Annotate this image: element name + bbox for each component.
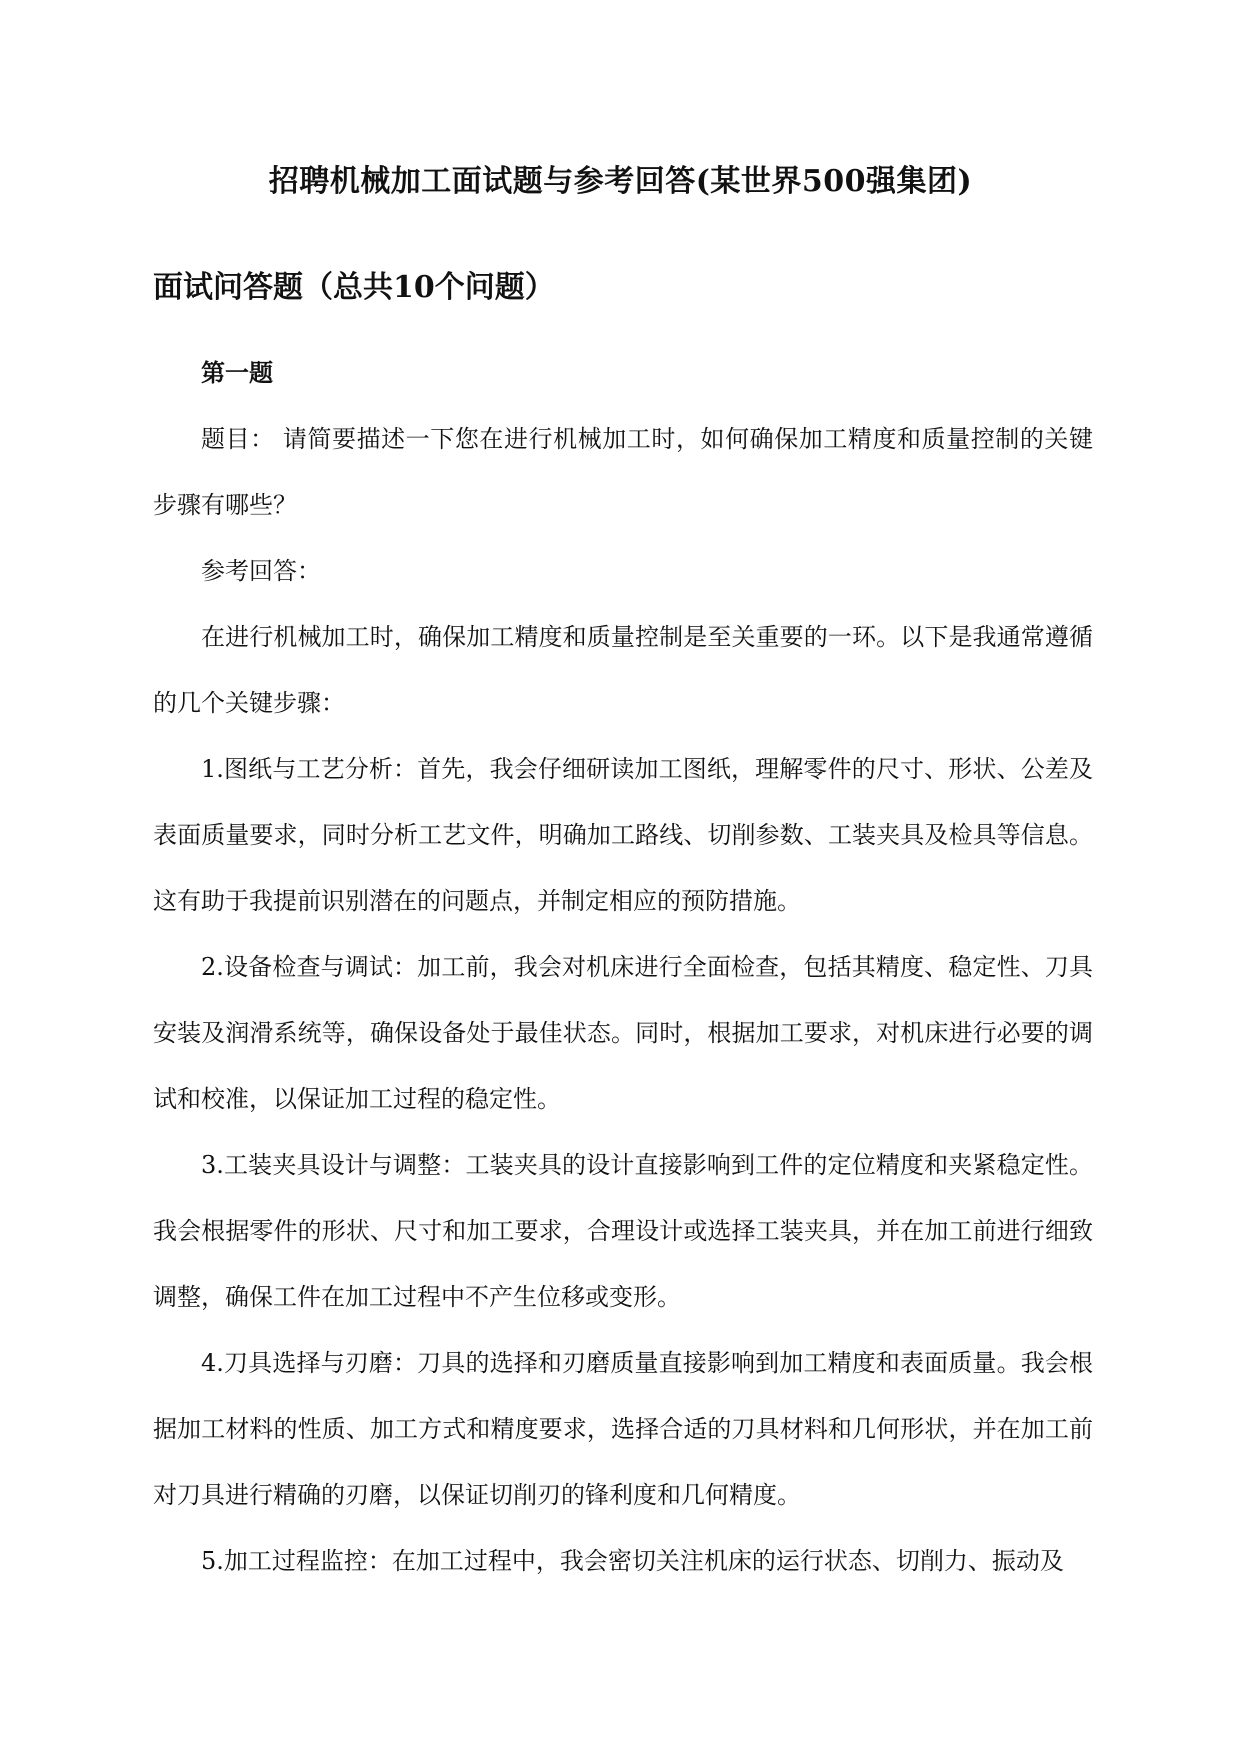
document-title: 招聘机械加工面试题与参考回答(某世界500强集团) — [268, 164, 973, 199]
answer-intro: 在进行机械加工时，确保加工精度和质量控制是至关重要的一环。以下是我通常遵循的几个关键步骤： — [153, 623, 1093, 717]
answer-step-1: 1.图纸与工艺分析：首先，我会仔细研读加工图纸，理解零件的尺寸、形状、公差及表面质量要求，同时分析工艺文件，明确加工路线、切削参数、工装夹具及检具等信息。这有助于我提前识别潜在的问题点，并制定相应的预防措施。 — [153, 755, 1093, 915]
question-heading: 第一题 — [201, 358, 273, 387]
question-text: 题目： 请简要描述一下您在进行机械加工时，如何确保加工精度和质量控制的关键步骤有哪些？ — [153, 425, 1093, 519]
answer-step-4: 4.刀具选择与刃磨：刀具的选择和刃磨质量直接影响到加工精度和表面质量。我会根据加工材料的性质、加工方式和精度要求，选择合适的刀具材料和几何形状，并在加工前对刀具进行精确的刃磨，以保证切削刃的锋利度和几何精度。 — [153, 1349, 1093, 1509]
answer-step-5: 5.加工过程监控：在加工过程中，我会密切关注机床的运行状态、切削力、振动及 — [201, 1547, 1064, 1575]
answer-label: 参考回答： — [201, 557, 321, 585]
document-body — [153, 340, 1093, 1594]
section-heading: 面试问答题（总共10个问题） — [153, 270, 555, 305]
answer-step-3: 3.工装夹具设计与调整：工装夹具的设计直接影响到工件的定位精度和夹紧稳定性。我会根据零件的形状、尺寸和加工要求，合理设计或选择工装夹具，并在加工前进行细致调整，确保工件在加工过程中不产生位移或变形。 — [153, 1151, 1093, 1311]
answer-step-2: 2.设备检查与调试：加工前，我会对机床进行全面检查，包括其精度、稳定性、刀具安装及润滑系统等，确保设备处于最佳状态。同时，根据加工要求，对机床进行必要的调试和校准，以保证加工过程的稳定性。 — [153, 953, 1093, 1113]
